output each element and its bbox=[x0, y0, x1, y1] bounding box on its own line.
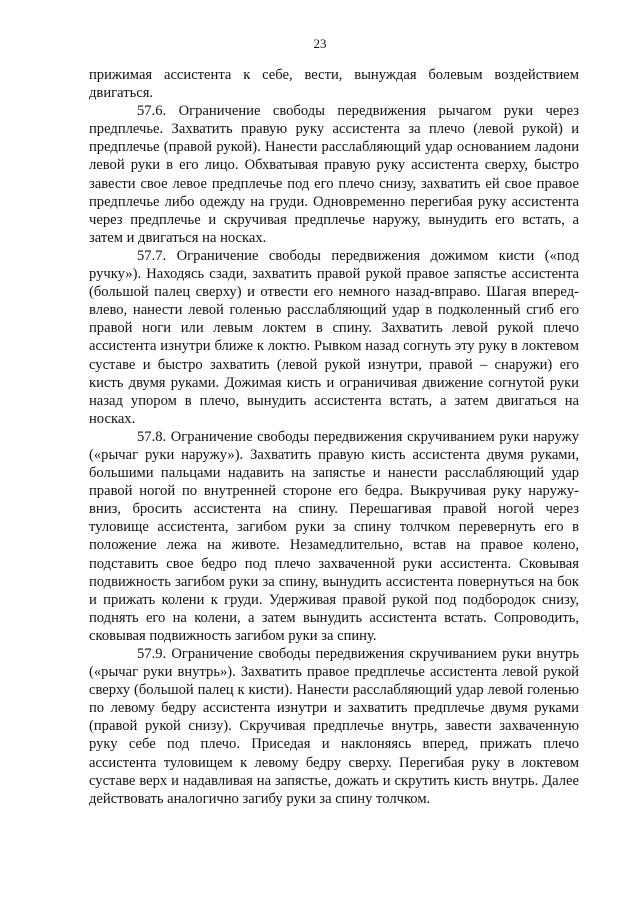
paragraph-continuation: прижимая ассистента к себе, вести, вынуждая болевым воздействием двигаться. bbox=[89, 67, 579, 102]
body-text bbox=[89, 66, 579, 808]
paragraph-57-7: 57.7. Ограничение свободы передвижения дожимом кисти («под ручку»). Находясь сзади, захватить правой рукой правое запястье ассистента (большой палец сверху) и отвести его немного назад-вправо. Шагая вперед-влево, нанести левой голенью расслабляющий удар в подколенный сгиб его правой ноги или левым локтем в спину. Захватить левой рукой плечо ассистента изнутри ближе к локтю. Рывком назад согнуть эту руку в локтевом суставе и быстро захватить (левой рукой изнутри, правой – снаружи) его кисть двумя руками. Дожимая кисть и ограничивая движение согнутой руки назад упором в плечо, вынудить ассистента встать, а затем двигаться на носках. bbox=[89, 247, 579, 427]
paragraph-57-9: 57.9. Ограничение свободы передвижения скручиванием руки внутрь («рычаг руки внутрь»). Захватить правое предплечье ассистента левой рукой сверху (большой палец к кисти). Нанести расслабляющий удар левой голенью по левому бедру ассистента изнутри и захватить предплечье двумя руками (правой рукой снизу). Скручивая предплечье внутрь, завести захваченную руку себе под плечо. Приседая и наклоняясь вперед, прижать плечо ассистента туловищем к левому бедру сверху. Перегибая руку в локтевом суставе верх и надавливая на запястье, дожать и скрутить кисть внутрь. Далее действовать аналогично загибу руки за спину толчком. bbox=[89, 646, 579, 807]
paragraph-57-6: 57.6. Ограничение свободы передвижения рычагом руки через предплечье. Захватить правую руку ассистента за плечо (левой рукой) и предплечье (правой рукой). Нанести расслабляющий удар основанием ладони левой руки в его лицо. Обхватывая правую руку ассистента сверху, быстро завести свое левое предплечье под его плечо снизу, захватить ей свое правое предплечье либо одежду на груди. Одновременно перегибая руку ассистента через предплечье и скручивая предплечье наружу, вынудить его встать, а затем и двигаться на носках. bbox=[89, 103, 579, 246]
page-number: 23 bbox=[313, 36, 327, 51]
paragraph-57-8: 57.8. Ограничение свободы передвижения скручиванием руки наружу («рычаг руки наружу»). Захватить правую кисть ассистента двумя руками, большими пальцами надавить на запястье и нанести расслабляющий удар правой ногой по внутренней стороне его бедра. Выкручивая руку наружу-вниз, бросить ассистента на спину. Перешагивая правой ногой через туловище ассистента, загибом руки за спину толчком перевернуть его в положение лежа на животе. Незамедлительно, встав на правое колено, подставить свое бедро под плечо захваченной руки ассистента. Сковывая подвижность загибом руки за спину, вынудить ассистента повернуться на бок и прижать колени к груди. Удерживая правой рукой под подбородок снизу, поднять его на колени, а затем вынудить ассистента встать. Сопроводить, сковывая подвижность загибом руки за спину. bbox=[89, 428, 579, 644]
